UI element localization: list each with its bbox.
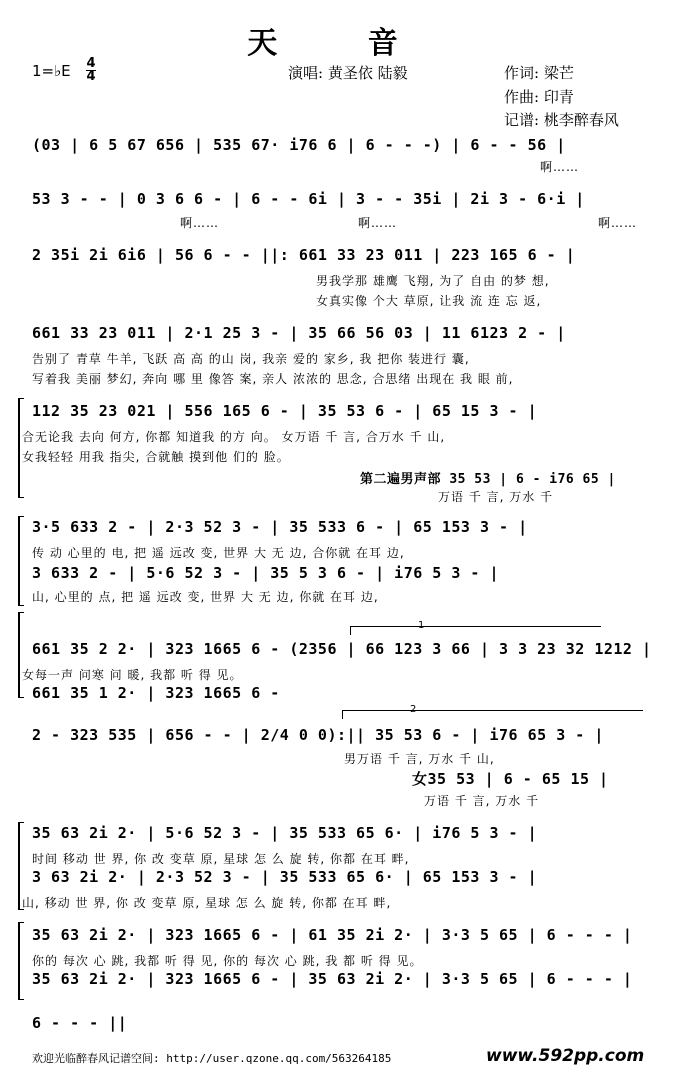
score-line-2: 53 3 - - | 0 3 6 6 - | 6 - - 6i | 3 - - 35i | 2i 3 - 6·i | — [32, 190, 585, 208]
lyric-line-8: 女每一声 问寒 问 暖, 我都 听 得 见。 — [22, 668, 243, 682]
lyric-line-12: 时间 移动 世 界, 你 改 变草 原, 星球 怎 么 旋 转, 你都 在耳 畔, — [32, 852, 410, 866]
lyric-line-5b: 女我轻轻 用我 指尖, 合就触 摸到他 们的 脸。 — [22, 450, 290, 464]
score-line-11: 女35 53 | 6 - 65 15 | — [412, 770, 609, 788]
lyric-line-5-alt: 万语 千 言, 万水 千 — [438, 490, 554, 504]
system-bracket — [18, 516, 24, 606]
score-line-16: 6 - - - || — [32, 1014, 128, 1032]
score-line-12: 35 63 2i 2· | 5·6 52 3 - | 35 533 65 6· | i76 5 3 - | — [32, 824, 538, 842]
volta-label-2: 2 — [410, 704, 417, 715]
lyric-line-2c: 啊…… — [598, 216, 638, 230]
lyric-line-5a: 合无论我 去向 何方, 你都 知道我 的方 向。 女万语 千 言, 合万水 千 山, — [22, 430, 446, 444]
score-line-5-alt: 第二遍男声部 35 53 | 6 - i76 65 | — [360, 472, 616, 487]
score-line-5: 112 35 23 021 | 556 165 6 - | 35 53 6 - | 65 15 3 - | — [32, 402, 538, 420]
time-signature-top: 4 — [86, 56, 96, 71]
singers: 演唱: 黄圣依 陆毅 — [288, 64, 408, 82]
lyric-line-3b: 女真实像 个大 草原, 让我 流 连 忘 返, — [316, 294, 542, 308]
lyricist: 作词: 梁芒 — [504, 64, 574, 82]
page-title: 天 音 — [247, 26, 438, 61]
time-signature — [86, 58, 96, 83]
score-line-3: 2 35i 2i 6i6 | 56 6 - - ||: 661 33 23 011 | 223 165 6 - | — [32, 246, 576, 264]
site-watermark[interactable]: www.592pp.com — [486, 1046, 645, 1066]
score-line-1: (03 | 6 5 67 656 | 535 67· i76 6 | 6 - - -) | 6 - - 56 | — [32, 136, 566, 154]
score-line-15: 35 63 2i 2· | 323 1665 6 - | 35 63 2i 2· | 3·3 5 65 | 6 - - - | — [32, 970, 633, 988]
score-line-14: 35 63 2i 2· | 323 1665 6 - | 61 35 2i 2· | 3·3 5 65 | 6 - - - | — [32, 926, 633, 944]
key-signature: 1=♭E — [32, 62, 71, 80]
footer-text: 欢迎光临醉春风记谱空间: http://user.qzone.qq.com/563264185 — [32, 1052, 392, 1065]
score-line-8: 661 35 2 2· | 323 1665 6 - (2356 | 66 123 3 66 | 3 3 23 32 1212 | — [32, 640, 652, 658]
score-line-6: 3·5 633 2 - | 2·3 52 3 - | 35 533 6 - | 65 153 3 - | — [32, 518, 528, 536]
transcriber: 记谱: 桃李醉春风 — [504, 111, 619, 129]
composer: 作曲: 印青 — [504, 88, 574, 106]
score-line-13: 3 63 2i 2· | 2·3 52 3 - | 35 533 65 6· | 65 153 3 - | — [32, 868, 538, 886]
lyric-line-6: 传 动 心里的 电, 把 遥 远改 变, 世界 大 无 边, 合你就 在耳 边, — [32, 546, 405, 560]
lyric-line-13: 山, 移动 世 界, 你 改 变草 原, 星球 怎 么 旋 转, 你都 在耳 畔, — [22, 896, 392, 910]
score-line-10: 2 - 323 535 | 656 - - | 2/4 0 0):|| 35 53 6 - | i76 65 3 - | — [32, 726, 604, 744]
volta-label-1: 1 — [418, 620, 425, 631]
volta-bracket-2 — [342, 710, 643, 719]
score-line-4: 661 33 23 011 | 2·1 25 3 - | 35 66 56 03 | 11 6123 2 - | — [32, 324, 566, 342]
score-line-9: 661 35 1 2· | 323 1665 6 - — [32, 684, 280, 702]
lyric-line-3a: 男我学那 雄鹰 飞翔, 为了 自由 的梦 想, — [316, 274, 550, 288]
system-bracket — [18, 612, 24, 698]
lyric-line-4b: 写着我 美丽 梦幻, 奔向 哪 里 像答 案, 亲人 浓浓的 思念, 合思绪 出现在 我 眼 前, — [32, 372, 514, 386]
system-bracket — [18, 922, 24, 1000]
lyric-line-4a: 告别了 青草 牛羊, 飞跃 高 高 的山 岗, 我亲 爱的 家乡, 我 把你 装进行 囊, — [32, 352, 470, 366]
lyric-line-10: 男万语 千 言, 万水 千 山, — [344, 752, 495, 766]
lyric-line-1: 啊…… — [540, 160, 580, 174]
volta-bracket-1 — [350, 626, 601, 635]
score-line-7: 3 633 2 - | 5·6 52 3 - | 35 5 3 6 - | i76 5 3 - | — [32, 564, 500, 582]
time-signature-bottom: 4 — [86, 69, 96, 84]
lyric-line-7: 山, 心里的 点, 把 遥 远改 变, 世界 大 无 边, 你就 在耳 边, — [32, 590, 379, 604]
lyric-line-2b: 啊…… — [358, 216, 398, 230]
lyric-line-14: 你的 每次 心 跳, 我都 听 得 见, 你的 每次 心 跳, 我 都 听 得 见。 — [32, 954, 423, 968]
lyric-line-2a: 啊…… — [180, 216, 220, 230]
lyric-line-11: 万语 千 言, 万水 千 — [424, 794, 540, 808]
